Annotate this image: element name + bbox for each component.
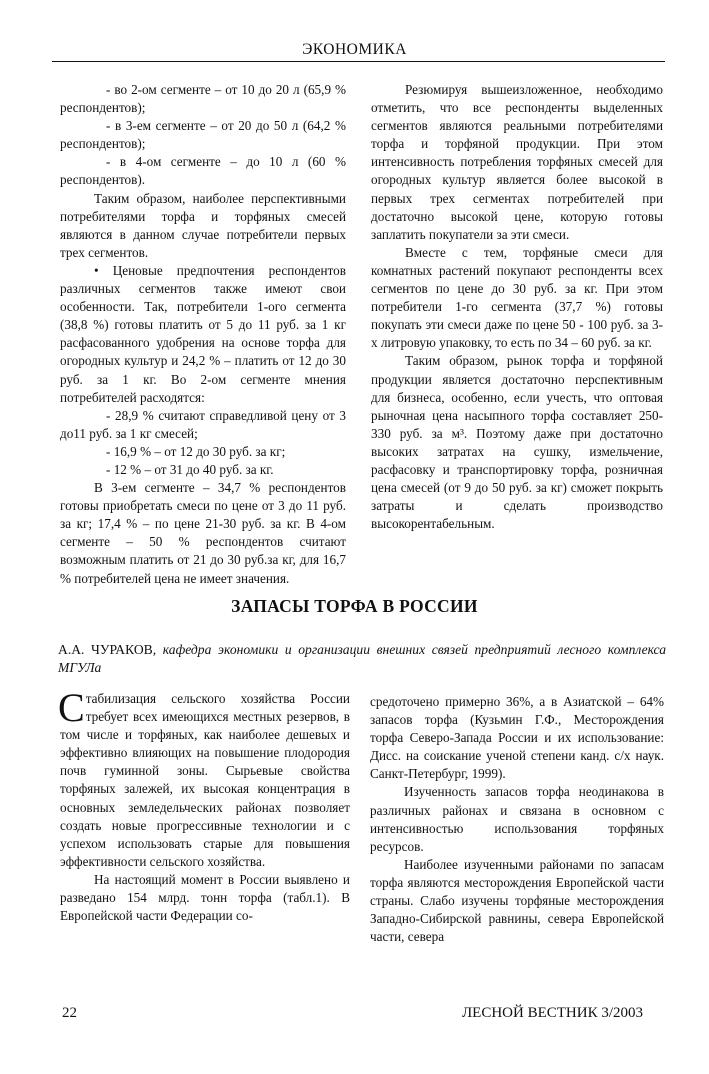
article-title: ЗАПАСЫ ТОРФА В РОССИИ bbox=[231, 596, 478, 616]
paragraph: В 3-ем сегменте – 34,7 % респондентов готовы приобретать смеси по цене от 3 до 11 руб. за кг; 17,4 % – по цене 21-30 руб. за кг. В 4-ом сегменте – 50 % респондентов считают возможным платить от 21 до 30 руб.за кг, для 16,7 % потребителей цена не имеет значения. bbox=[60, 480, 346, 586]
column-article-right bbox=[370, 693, 664, 946]
paragraph: - в 4-ом сегменте – до 10 л (60 % респондентов). bbox=[60, 154, 346, 188]
paragraph: - во 2-ом сегменте – от 10 до 20 л (65,9 % респондентов); bbox=[60, 82, 346, 116]
paragraph: - 16,9 % – от 12 до 30 руб. за кг; bbox=[106, 443, 286, 459]
journal-footer: ЛЕСНОЙ ВЕСТНИК 3/2003 bbox=[461, 1005, 643, 1021]
drop-cap: С bbox=[58, 685, 85, 730]
column-top-right bbox=[371, 81, 663, 533]
paragraph: Наиболее изученными районами по запасам торфа являются месторождения Европейской части страны. Слабо изучены торфяные месторождения Западно-Сибирской равнины, севера Европейской части, севера bbox=[370, 856, 664, 945]
author-line bbox=[58, 641, 666, 677]
paragraph: Резюмируя вышеизложенное, необходимо отметить, что все респонденты выделенных сегментов являются реальными потребителями торфа и торфяной продукции. При этом интенсивность потребления торфяных смесей для огородных культур является более высокой в первых трех сегментах потребителей при достаточно высокой цене, которую готовы заплатить покупатели за эти смеси. bbox=[371, 82, 663, 242]
paragraph bbox=[58, 685, 350, 871]
header-rule bbox=[52, 61, 665, 62]
column-top-left bbox=[60, 81, 346, 588]
paragraph: На настоящий момент в России выявлено и разведано 154 млрд. тонн торфа (табл.1). В Европейской части Федерации со- bbox=[60, 871, 350, 924]
paragraph: - в 3-ем сегменте – от 20 до 50 л (64,2 % респондентов); bbox=[60, 118, 346, 152]
author-name: А.А. ЧУРАКОВ, bbox=[58, 642, 157, 657]
paragraph: Таким образом, рынок торфа и торфяной продукции является достаточно перспективным для бизнеса, особенно, если учесть, что оптовая рыночная цена насыпного торфа составляет 250-330 руб. за м³. Поэтому даже при достаточно высоких затратах на сушку, измельчение, расфасовку и транспортировку торфа, розничная цена смесей (от 9 до 50 руб. за кг) сможет покрыть затраты и сделать производство высокорентабельным. bbox=[371, 353, 663, 532]
paragraph: - 28,9 % считают справедливой цену от 3 до11 руб. за 1 кг смесей; bbox=[60, 407, 346, 441]
paragraph: средоточено примерно 36%, а в Азиатской – 64% запасов торфа (Кузьмин Г.Ф., Месторождения торфа Северо-Запада России и их использование: Дисс. на соискание ученой степени канд. с/х наук. Санкт-Петербург, 1999). bbox=[370, 694, 664, 782]
paragraph: - 12 % – от 31 до 40 руб. за кг. bbox=[106, 461, 274, 477]
paragraph: Таким образом, наиболее перспективными потребителями торфа и торфяных смесей являются в данном случае потребители первых трех сегментов. bbox=[60, 190, 346, 260]
paragraph: Изученность запасов торфа неодинакова в различных районах и связана в основном с интенсивностью использования торфяных ресурсов. bbox=[370, 784, 664, 854]
running-header: ЭКОНОМИКА bbox=[302, 41, 407, 58]
paragraph: • Ценовые предпочтения респондентов различных сегментов также имеют свои особенности. Так, потребители 1-ого сегмента (38,8 %) готовы платить от 5 до 11 руб. за 1 кг расфасованного удобрения на основе торфа для огородных культур и 24,2 % – платить от 12 до 30 руб. за 1 кг. Во 2-ом сегменте мнения потребителей расходятся: bbox=[60, 262, 346, 405]
paragraph: Вместе с тем, торфяные смеси для комнатных растений покупают респонденты всех сегментов по цене до 30 руб. за кг. При этом потребители 1-го сегмента (37,7 %) готовы покупать эти смеси даже по цене 50 - 100 руб. за 3-х литровую упаковку, то есть по 34 – 60 руб. за кг. bbox=[371, 244, 663, 351]
author-affiliation: кафедра экономики и организации внешних связей предприятий лесного комплекса МГУЛа bbox=[58, 642, 667, 675]
paragraph-text: табилизация сельского хозяйства России требует всех имеющихся местных резервов, в том числе и торфяных, как наиболее дешевых и эффективно влияющих на повышение плодородия почв гуминной зоны. Сырьевые свойства торфяных залежей, их высокая концентрация в основных земледельческих районах позволяет создать новые прогрессивные технологии и с успехом использовать старые для повышения эффективности сельского хозяйства. bbox=[60, 691, 350, 869]
page-number: 22 bbox=[62, 1005, 77, 1021]
column-article-left bbox=[58, 685, 350, 925]
